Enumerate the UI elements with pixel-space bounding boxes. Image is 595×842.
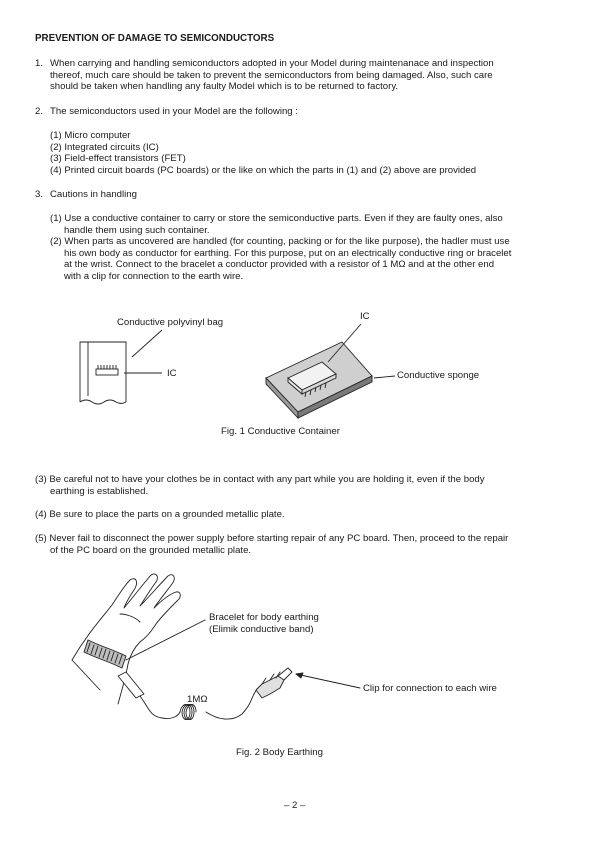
item1-line1: When carrying and handling semiconductors adopted in your Model during maintenanace and inspection (50, 58, 494, 69)
page-title: PREVENTION OF DAMAGE TO SEMICONDUCTORS (35, 33, 275, 44)
fig2-label-clip: Clip for connection to each wire (363, 683, 497, 694)
caution2-line1: (2) When parts as uncovered are handled (for counting, packing or for the like purpose), the hadler must use (50, 236, 510, 247)
caution2-line4: with a clip for connection to the earth wire. (64, 270, 244, 282)
earth-wire (140, 696, 180, 719)
item2-list-item: (2) Integrated circuits (IC) (50, 141, 159, 153)
caution1-line2: handle them using such container. (64, 224, 210, 236)
item1-line2: thereof, much care should be taken to prevent the semiconductors from being damaged. Also, such care (50, 69, 493, 81)
caution3-line1: (3) Be careful not to have your clothes be in contact with any part while you are holding it, even if the body (35, 474, 485, 485)
item2-list-item: (3) Field-effect transistors (FET) (50, 153, 186, 164)
item1-number: 1. (35, 58, 44, 69)
item2-list-item: (4) Printed circuit boards (PC boards) or the like on which the parts in (1) and (2) above are provided (50, 164, 477, 176)
item3-text: Cautions in handling (50, 189, 137, 200)
fig1-label-sponge: Conductive sponge (397, 370, 480, 381)
thumb-outline (120, 614, 140, 622)
fig1-label-ic-top: IC (360, 311, 370, 322)
fig2-caption: Fig. 2 Body Earthing (236, 747, 323, 758)
item3-number: 3. (35, 189, 44, 200)
item2-number: 2. (35, 106, 44, 117)
page-number: – 2 – (284, 800, 306, 811)
caution1-line1: (1) Use a conductive container to carry or store the semiconductive parts. Even if they are faulty ones, also (50, 213, 503, 224)
fig1-label-ic-left: IC (167, 368, 177, 379)
caution5-line1: (5) Never fail to disconnect the power supply before starting repair of any PC board. Then, proceed to the repair (35, 533, 509, 544)
caution3-line2: earthing is established. (50, 485, 149, 497)
item2-list-item: (1) Micro computer (50, 130, 131, 141)
caution4: (4) Be sure to place the parts on a grounded metallic plate. (35, 509, 285, 520)
bracelet-band (84, 640, 126, 668)
caution5-line2: of the PC board on the grounded metallic plate. (50, 544, 252, 556)
caution2-line2: his own body as conductor for earthing. For this purpose, put on an electrically conductive ring or bracelet (64, 247, 512, 259)
fig2-label-bracelet-line2: (Elimik conductive band) (209, 624, 314, 635)
fig2-label-resistor: 1MΩ (187, 694, 208, 705)
resistor-coil (180, 705, 196, 720)
bracelet-plug (118, 672, 144, 698)
fig1-caption: Fig. 1 Conductive Container (221, 426, 340, 437)
item1-line3: should be taken when handling any faulty Model which is to be returned to factory. (50, 81, 399, 92)
caution2-line3: at the wrist. Connect to the bracelet a conductor provided with a resistor of 1 MΩ and at the other end (64, 259, 495, 270)
fig2-label-bracelet-line1: Bracelet for body earthing (209, 612, 319, 623)
item2-text: The semiconductors used in your Model are the following : (50, 106, 298, 117)
fig1-label-bag: Conductive polyvinyl bag (117, 317, 224, 328)
